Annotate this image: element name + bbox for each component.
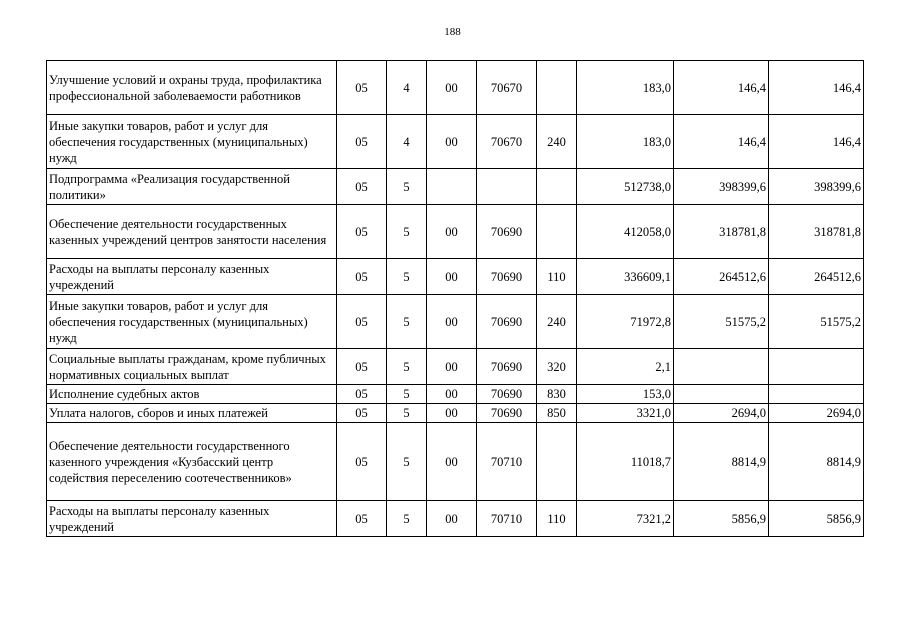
cell-section: 05 (337, 259, 387, 295)
cell-expense-type (537, 169, 577, 205)
cell-program: 00 (427, 115, 477, 169)
table-row (47, 295, 864, 349)
cell-amount-3: 8814,9 (769, 423, 864, 501)
cell-amount-2: 146,4 (674, 61, 769, 115)
cell-amount-3: 2694,0 (769, 404, 864, 423)
cell-amount-1: 336609,1 (577, 259, 674, 295)
cell-amount-2: 8814,9 (674, 423, 769, 501)
cell-amount-1: 412058,0 (577, 205, 674, 259)
budget-table (46, 60, 864, 537)
cell-subsection: 5 (387, 501, 427, 537)
cell-program: 00 (427, 385, 477, 404)
cell-target-item: 70690 (477, 205, 537, 259)
table-row (47, 385, 864, 404)
cell-amount-1: 153,0 (577, 385, 674, 404)
cell-subsection: 5 (387, 404, 427, 423)
cell-subsection: 4 (387, 115, 427, 169)
cell-section: 05 (337, 61, 387, 115)
cell-amount-1: 3321,0 (577, 404, 674, 423)
cell-section: 05 (337, 423, 387, 501)
cell-section: 05 (337, 349, 387, 385)
table-row (47, 349, 864, 385)
cell-target-item: 70710 (477, 501, 537, 537)
cell-amount-2 (674, 385, 769, 404)
cell-amount-3: 264512,6 (769, 259, 864, 295)
cell-target-item (477, 169, 537, 205)
cell-expense-type: 320 (537, 349, 577, 385)
cell-expense-type (537, 205, 577, 259)
cell-program: 00 (427, 259, 477, 295)
cell-amount-1: 512738,0 (577, 169, 674, 205)
cell-program: 00 (427, 423, 477, 501)
cell-name: Социальные выплаты гражданам, кроме публичных нормативных социальных выплат (47, 349, 337, 385)
cell-subsection: 4 (387, 61, 427, 115)
cell-section: 05 (337, 501, 387, 537)
cell-section: 05 (337, 205, 387, 259)
cell-section: 05 (337, 385, 387, 404)
cell-target-item: 70690 (477, 404, 537, 423)
cell-subsection: 5 (387, 295, 427, 349)
cell-expense-type: 240 (537, 295, 577, 349)
cell-name: Расходы на выплаты персоналу казенных учреждений (47, 259, 337, 295)
cell-amount-3: 146,4 (769, 115, 864, 169)
cell-target-item: 70670 (477, 115, 537, 169)
table-body (47, 61, 864, 537)
cell-target-item: 70670 (477, 61, 537, 115)
table-row (47, 501, 864, 537)
table-row (47, 423, 864, 501)
cell-program: 00 (427, 205, 477, 259)
cell-subsection: 5 (387, 205, 427, 259)
cell-target-item: 70690 (477, 349, 537, 385)
cell-amount-2: 264512,6 (674, 259, 769, 295)
cell-expense-type: 110 (537, 501, 577, 537)
cell-program: 00 (427, 295, 477, 349)
cell-target-item: 70690 (477, 295, 537, 349)
cell-name: Иные закупки товаров, работ и услуг для обеспечения государственных (муниципальных) нужд (47, 115, 337, 169)
cell-section: 05 (337, 169, 387, 205)
cell-amount-1: 7321,2 (577, 501, 674, 537)
cell-target-item: 70690 (477, 259, 537, 295)
table-row (47, 205, 864, 259)
cell-target-item: 70690 (477, 385, 537, 404)
cell-expense-type (537, 61, 577, 115)
cell-amount-3: 318781,8 (769, 205, 864, 259)
table-row (47, 61, 864, 115)
table-row (47, 169, 864, 205)
cell-subsection: 5 (387, 385, 427, 404)
cell-name: Иные закупки товаров, работ и услуг для обеспечения государственных (муниципальных) нужд (47, 295, 337, 349)
cell-amount-2: 398399,6 (674, 169, 769, 205)
cell-amount-2: 5856,9 (674, 501, 769, 537)
table-row (47, 115, 864, 169)
cell-amount-3 (769, 349, 864, 385)
cell-program: 00 (427, 61, 477, 115)
cell-subsection: 5 (387, 259, 427, 295)
cell-name: Обеспечение деятельности государственного казенного учреждения «Кузбасский центр содействия переселению соотечественников» (47, 423, 337, 501)
cell-name: Улучшение условий и охраны труда, профилактика профессиональной заболеваемости работников (47, 61, 337, 115)
cell-amount-2: 2694,0 (674, 404, 769, 423)
cell-amount-3: 146,4 (769, 61, 864, 115)
cell-name: Исполнение судебных актов (47, 385, 337, 404)
cell-target-item: 70710 (477, 423, 537, 501)
table-row (47, 404, 864, 423)
cell-program: 00 (427, 501, 477, 537)
cell-program: 00 (427, 349, 477, 385)
cell-section: 05 (337, 404, 387, 423)
cell-amount-3: 51575,2 (769, 295, 864, 349)
cell-name: Уплата налогов, сборов и иных платежей (47, 404, 337, 423)
cell-amount-1: 183,0 (577, 115, 674, 169)
cell-name: Обеспечение деятельности государственных казенных учреждений центров занятости населения (47, 205, 337, 259)
cell-expense-type: 110 (537, 259, 577, 295)
cell-amount-1: 71972,8 (577, 295, 674, 349)
cell-name: Подпрограмма «Реализация государственной политики» (47, 169, 337, 205)
cell-subsection: 5 (387, 169, 427, 205)
cell-amount-1: 11018,7 (577, 423, 674, 501)
cell-program: 00 (427, 404, 477, 423)
cell-amount-3: 398399,6 (769, 169, 864, 205)
cell-expense-type (537, 423, 577, 501)
cell-amount-2: 146,4 (674, 115, 769, 169)
cell-expense-type: 850 (537, 404, 577, 423)
page-number: 188 (444, 26, 461, 38)
cell-amount-2: 51575,2 (674, 295, 769, 349)
cell-amount-2 (674, 349, 769, 385)
cell-program (427, 169, 477, 205)
cell-amount-3 (769, 385, 864, 404)
cell-subsection: 5 (387, 423, 427, 501)
cell-amount-2: 318781,8 (674, 205, 769, 259)
cell-subsection: 5 (387, 349, 427, 385)
cell-amount-1: 183,0 (577, 61, 674, 115)
cell-section: 05 (337, 115, 387, 169)
cell-amount-3: 5856,9 (769, 501, 864, 537)
cell-expense-type: 240 (537, 115, 577, 169)
cell-amount-1: 2,1 (577, 349, 674, 385)
cell-name: Расходы на выплаты персоналу казенных учреждений (47, 501, 337, 537)
cell-expense-type: 830 (537, 385, 577, 404)
table-row (47, 259, 864, 295)
cell-section: 05 (337, 295, 387, 349)
